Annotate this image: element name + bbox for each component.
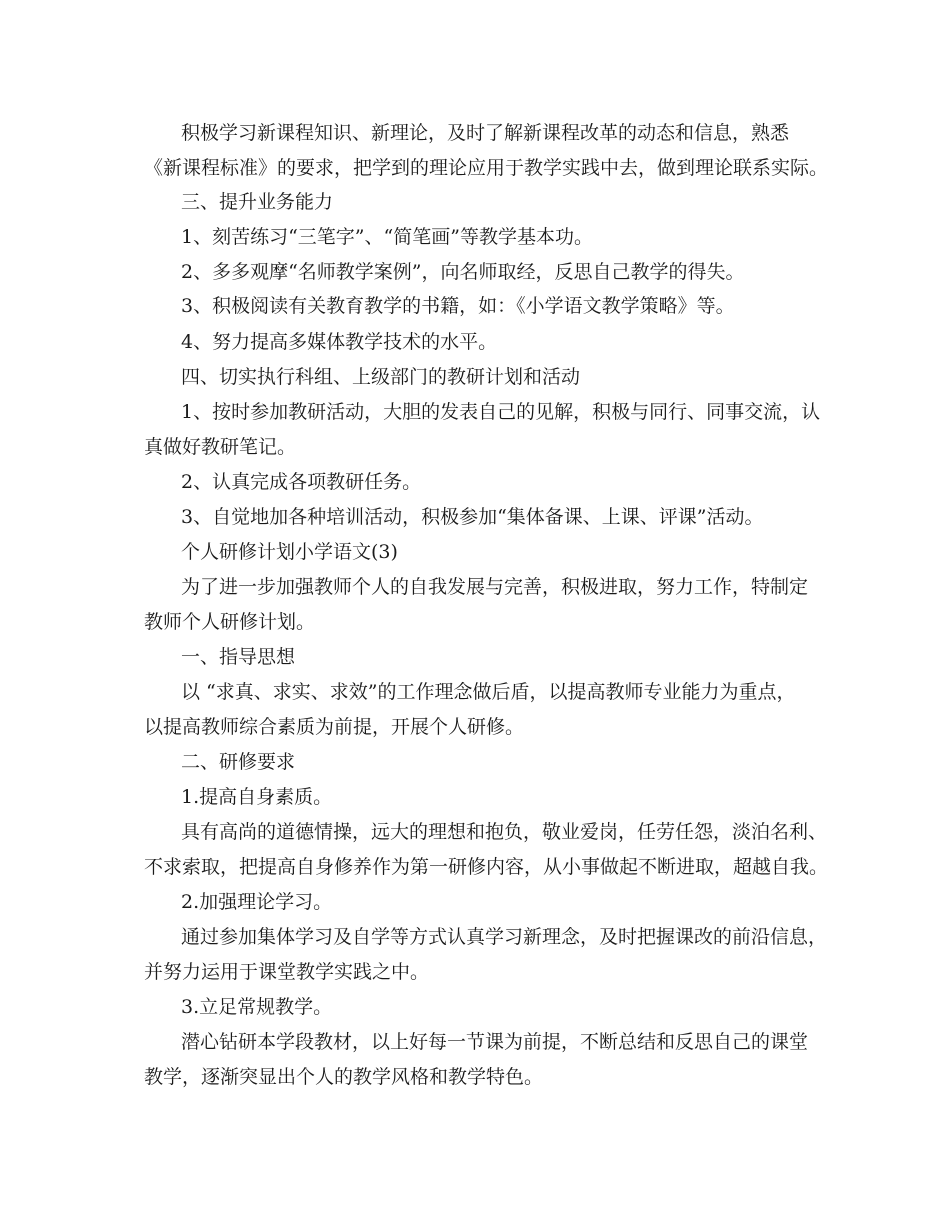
section-heading: 二、研修要求: [181, 751, 296, 773]
subsection-heading: 3.立足常规教学。: [181, 996, 333, 1018]
list-item: 3、自觉地加各种培训活动，积极参加“集体备课、上课、评课”活动。: [181, 506, 764, 528]
subsection-heading: 2.加强理论学习。: [181, 891, 333, 913]
body-text-line: 积极学习新课程知识、新理论，及时了解新课程改革的动态和信息，熟悉: [181, 122, 790, 144]
body-text-line: 通过参加集体学习及自学等方式认真学习新理念，及时把握课改的前沿信息，: [181, 926, 828, 948]
body-text-line: 以 “求真、求实、求效”的工作理念做后盾，以提高教师专业能力为重点，: [181, 681, 796, 703]
section-heading: 三、提升业务能力: [181, 191, 334, 213]
body-text-line: 不求索取，把提高自身修养作为第一研修内容，从小事做起不断进取，超越自我。: [144, 856, 829, 878]
list-item: 3、积极阅读有关教育教学的书籍，如：《小学语文教学策略》等。: [181, 295, 735, 317]
body-text-line: 教学，逐渐突显出个人的教学风格和教学特色。: [144, 1066, 544, 1088]
section-heading: 一、指导思想: [181, 646, 296, 668]
list-item: 1、刻苦练习“三笔字”、“简笔画”等教学基本功。: [181, 226, 593, 248]
body-text-line: 具有高尚的道德情操，远大的理想和抱负，敬业爱岗，任劳任怨，淡泊名利、: [181, 821, 828, 843]
list-item: 1、按时参加教研活动，大胆的发表自己的见解，积极与同行、同事交流，认: [181, 401, 821, 423]
section-heading: 四、切实执行科组、上级部门的教研计划和活动: [181, 366, 581, 388]
body-text-line: 教师个人研修计划。: [144, 611, 316, 633]
list-item: 4、努力提高多媒体教学技术的水平。: [181, 331, 498, 353]
document-title: 个人研修计划小学语文(3): [181, 541, 398, 563]
list-item: 2、认真完成各项教研任务。: [181, 471, 422, 493]
body-text-line: 潜心钻研本学段教材，以上好每一节课为前提，不断总结和反思自己的课堂: [181, 1031, 809, 1053]
body-text-line: 《新课程标准》的要求，把学到的理论应用于教学实践中去，做到理论联系实际。: [144, 157, 829, 179]
subsection-heading: 1.提高自身素质。: [181, 786, 333, 808]
body-text-line: 真做好教研笔记。: [144, 436, 297, 458]
list-item: 2、多多观摩“名师教学案例”，向名师取经，反思自己教学的得失。: [181, 261, 745, 283]
body-text-line: 为了进一步加强教师个人的自我发展与完善，积极进取，努力工作，特制定: [181, 576, 809, 598]
body-text-line: 以提高教师综合素质为前提，开展个人研修。: [144, 716, 525, 738]
body-text-line: 并努力运用于课堂教学实践之中。: [144, 961, 430, 983]
